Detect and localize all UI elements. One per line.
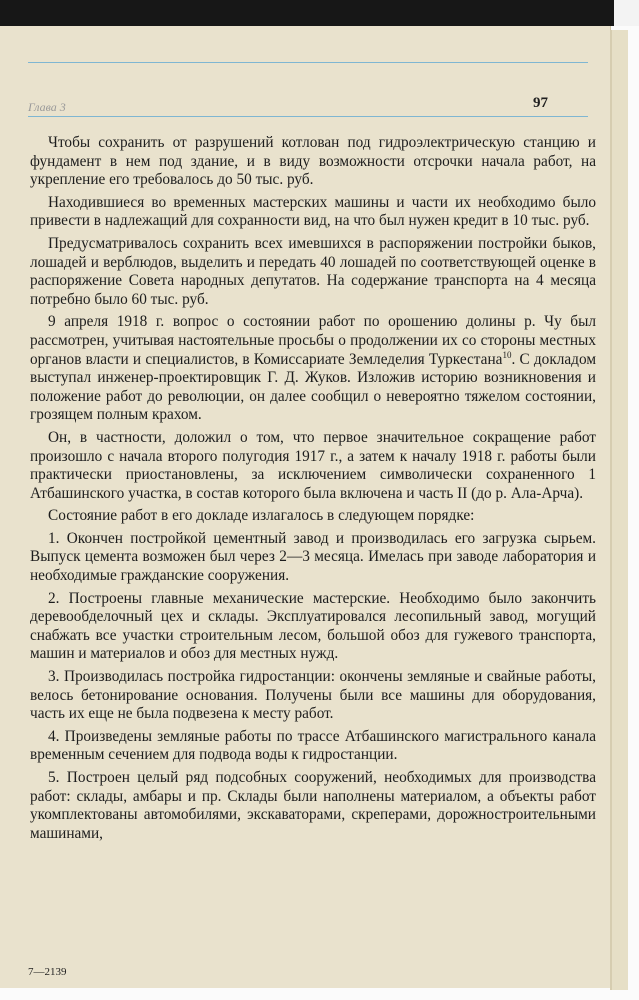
paragraph: Предусматривалось сохранить всех имевшихся в распоряжении постройки быков, лошадей и верблюдов, выделить и передать 40 лошадей по соответствующей оценке в распоряжение Совета народных депутатов. На содержание транспорта на 4 месяца потребно было 60 тыс. руб. (30, 234, 596, 308)
paragraph (30, 313, 596, 425)
paragraph-text: . С докладом выступал инженер-проектировщик Г. Д. Жуков. Изложив историю возникновения и положение работ до революции, он далее сообщил о невероятно тяжелом состоянии, грозящем полным крахом. (30, 350, 596, 424)
header-rule-top (28, 62, 588, 63)
paragraph: 2. Построены главные механические мастерские. Необходимо было закончить деревообделочный цех и склады. Эксплуатировался лесопильный завод, могущий снабжать все участки строительным лесом, большой обоз для гужевого транспорта, машин и материалов и обоз для местных нужд. (30, 589, 596, 663)
paragraph: 4. Произведены земляные работы по трассе Атбашинского магистрального канала временным сечением для подвода воды к гидростанции. (30, 727, 596, 764)
next-page-edge (610, 30, 628, 990)
paragraph: Состояние работ в его докладе излагалось в следующем порядке: (48, 507, 475, 525)
paragraph: Он, в частности, доложил о том, что первое значительное сокращение работ произошло с начала второго полугодия 1917 г., а затем к началу 1918 г. работы были практически приостановлены, за исключением символически сохраненного 1 Атбашинского участка, в состав которого была включена и часть II (до р. Ала-Арча). (30, 428, 596, 502)
scan-black-band (0, 0, 614, 26)
header-rule-bottom (28, 116, 588, 117)
running-head: Глава 3 (28, 100, 66, 114)
paragraph: 1. Окончен постройкой цементный завод и производилась его загрузка сырьем. Выпуск цемента возможен был через 2—3 месяца. Имелась при заводе лаборатория и необходимые гражданские сооружения. (30, 529, 596, 585)
footnote-ref: 10 (502, 349, 512, 360)
paragraph: 5. Построен целый ряд подсобных сооружений, необходимых для производства работ: склады, амбары и пр. Склады были наполнены материалом, а объекты работ укомплектованы автомобилями, экскаваторами, скреперами, дорожностроительными машинами, (30, 769, 596, 842)
page-number: 97 (533, 95, 548, 111)
page-body (30, 134, 596, 847)
paragraph: 3. Производилась постройка гидростанции: окончены земляные и свайные работы, велось бетонирование основания. Получены были все машины для оборудования, часть их еще не была подвезена к месту работ. (30, 668, 596, 723)
paragraph: Чтобы сохранить от разрушений котлован под гидроэлектрическую станцию и фундамент в нем под здание, и в виду возможности отсрочки начала работ, на укрепление его требовалось до 50 тыс. руб. (30, 134, 596, 189)
paragraph: Находившиеся во временных мастерских машины и части их необходимо было привести в надлежащий для сохранности вид, на что был нужен кредит в 10 тыс. руб. (30, 193, 596, 230)
paragraph-text: 9 апреля 1918 г. вопрос о состоянии работ по орошению долины р. Чу был рассмотрен, учитывая настоятельные просьбы о продолжении их со стороны местных органов власти и специалистов, в Комиссариате Земледелия Туркестана (30, 313, 596, 368)
printer-signature: 7—2139 (28, 966, 67, 978)
